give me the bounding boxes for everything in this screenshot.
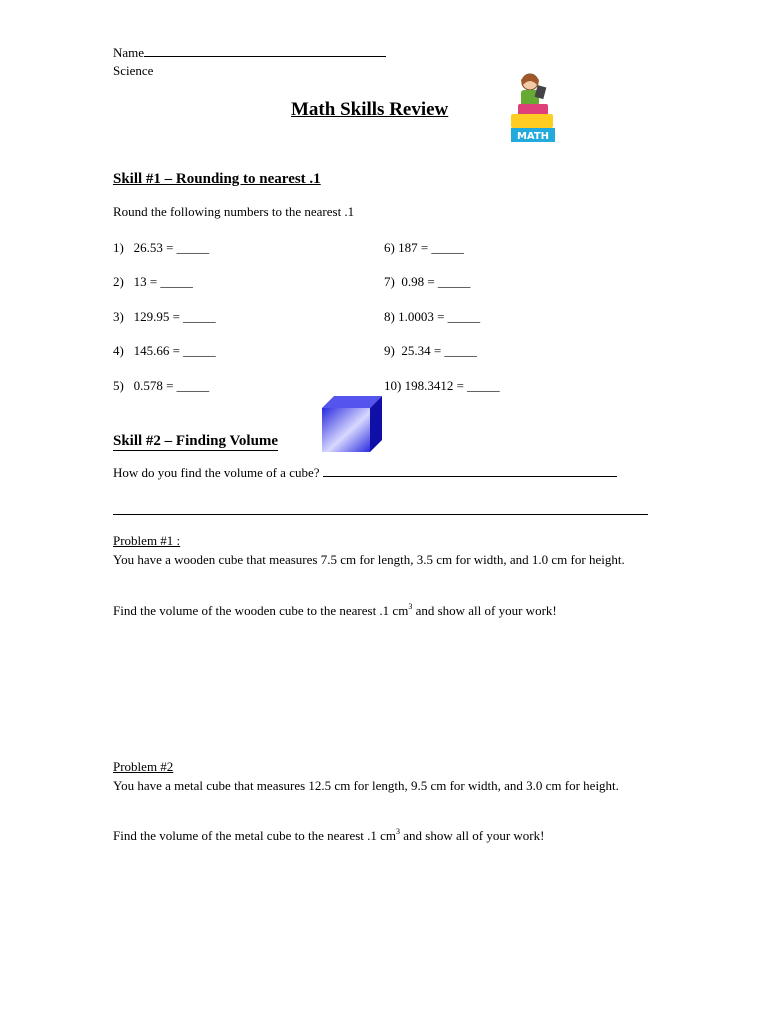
problem2-ask-tail: and show all of your work! bbox=[400, 828, 545, 843]
superscript: 3 bbox=[408, 602, 413, 611]
page-title: Math Skills Review bbox=[291, 99, 449, 120]
rounding-item: 7) 0.98 = _____ bbox=[384, 274, 471, 289]
name-blank bbox=[144, 45, 386, 57]
problem2-ask-text: Find the volume of the metal cube to the nearest .1 cm bbox=[113, 828, 397, 843]
rounding-item: 8) 1.0003 = _____ bbox=[384, 309, 481, 324]
rounding-item: 10) 198.3412 = _____ bbox=[384, 378, 500, 393]
name-label: Name bbox=[113, 45, 145, 60]
clipart-logo-text: MATH bbox=[516, 131, 550, 142]
math-clipart-icon bbox=[508, 70, 558, 146]
subject-label: Science bbox=[113, 63, 154, 78]
answer-blank bbox=[323, 465, 617, 477]
name-line bbox=[113, 45, 386, 61]
problem2-ask bbox=[113, 828, 544, 844]
problem1-ask-tail: and show all of your work! bbox=[412, 603, 557, 618]
problem1-ask bbox=[113, 603, 557, 619]
rounding-item: 9) 25.34 = _____ bbox=[384, 343, 477, 358]
problem2-heading: Problem #2 bbox=[113, 759, 174, 774]
rounding-item: 5) 0.578 = _____ bbox=[113, 378, 210, 393]
answer-line bbox=[113, 514, 648, 515]
problem1-text: You have a wooden cube that measures 7.5 cm for length, 3.5 cm for width, and 1.0 cm for height. bbox=[113, 552, 625, 567]
rounding-item: 1) 26.53 = _____ bbox=[113, 240, 210, 255]
volume-question-text: How do you find the volume of a cube? bbox=[113, 465, 320, 480]
skill1-heading: Skill #1 – Rounding to nearest .1 bbox=[113, 171, 321, 187]
rounding-item: 2) 13 = _____ bbox=[113, 274, 193, 289]
rounding-item: 3) 129.95 = _____ bbox=[113, 309, 216, 324]
rounding-item: 6) 187 = _____ bbox=[384, 240, 464, 255]
volume-question bbox=[113, 465, 617, 481]
problem1-ask-text: Find the volume of the wooden cube to the nearest .1 cm bbox=[113, 603, 409, 618]
problem2-text: You have a metal cube that measures 12.5 cm for length, 9.5 cm for width, and 3.0 cm for height. bbox=[113, 778, 619, 793]
blue-cube-icon bbox=[322, 394, 382, 454]
skill1-instructions: Round the following numbers to the nearest .1 bbox=[113, 204, 355, 219]
rounding-item: 4) 145.66 = _____ bbox=[113, 343, 216, 358]
skill2-heading: Skill #2 – Finding Volume bbox=[113, 433, 279, 449]
problem1-heading: Problem #1 : bbox=[113, 533, 181, 548]
superscript: 3 bbox=[396, 827, 401, 836]
